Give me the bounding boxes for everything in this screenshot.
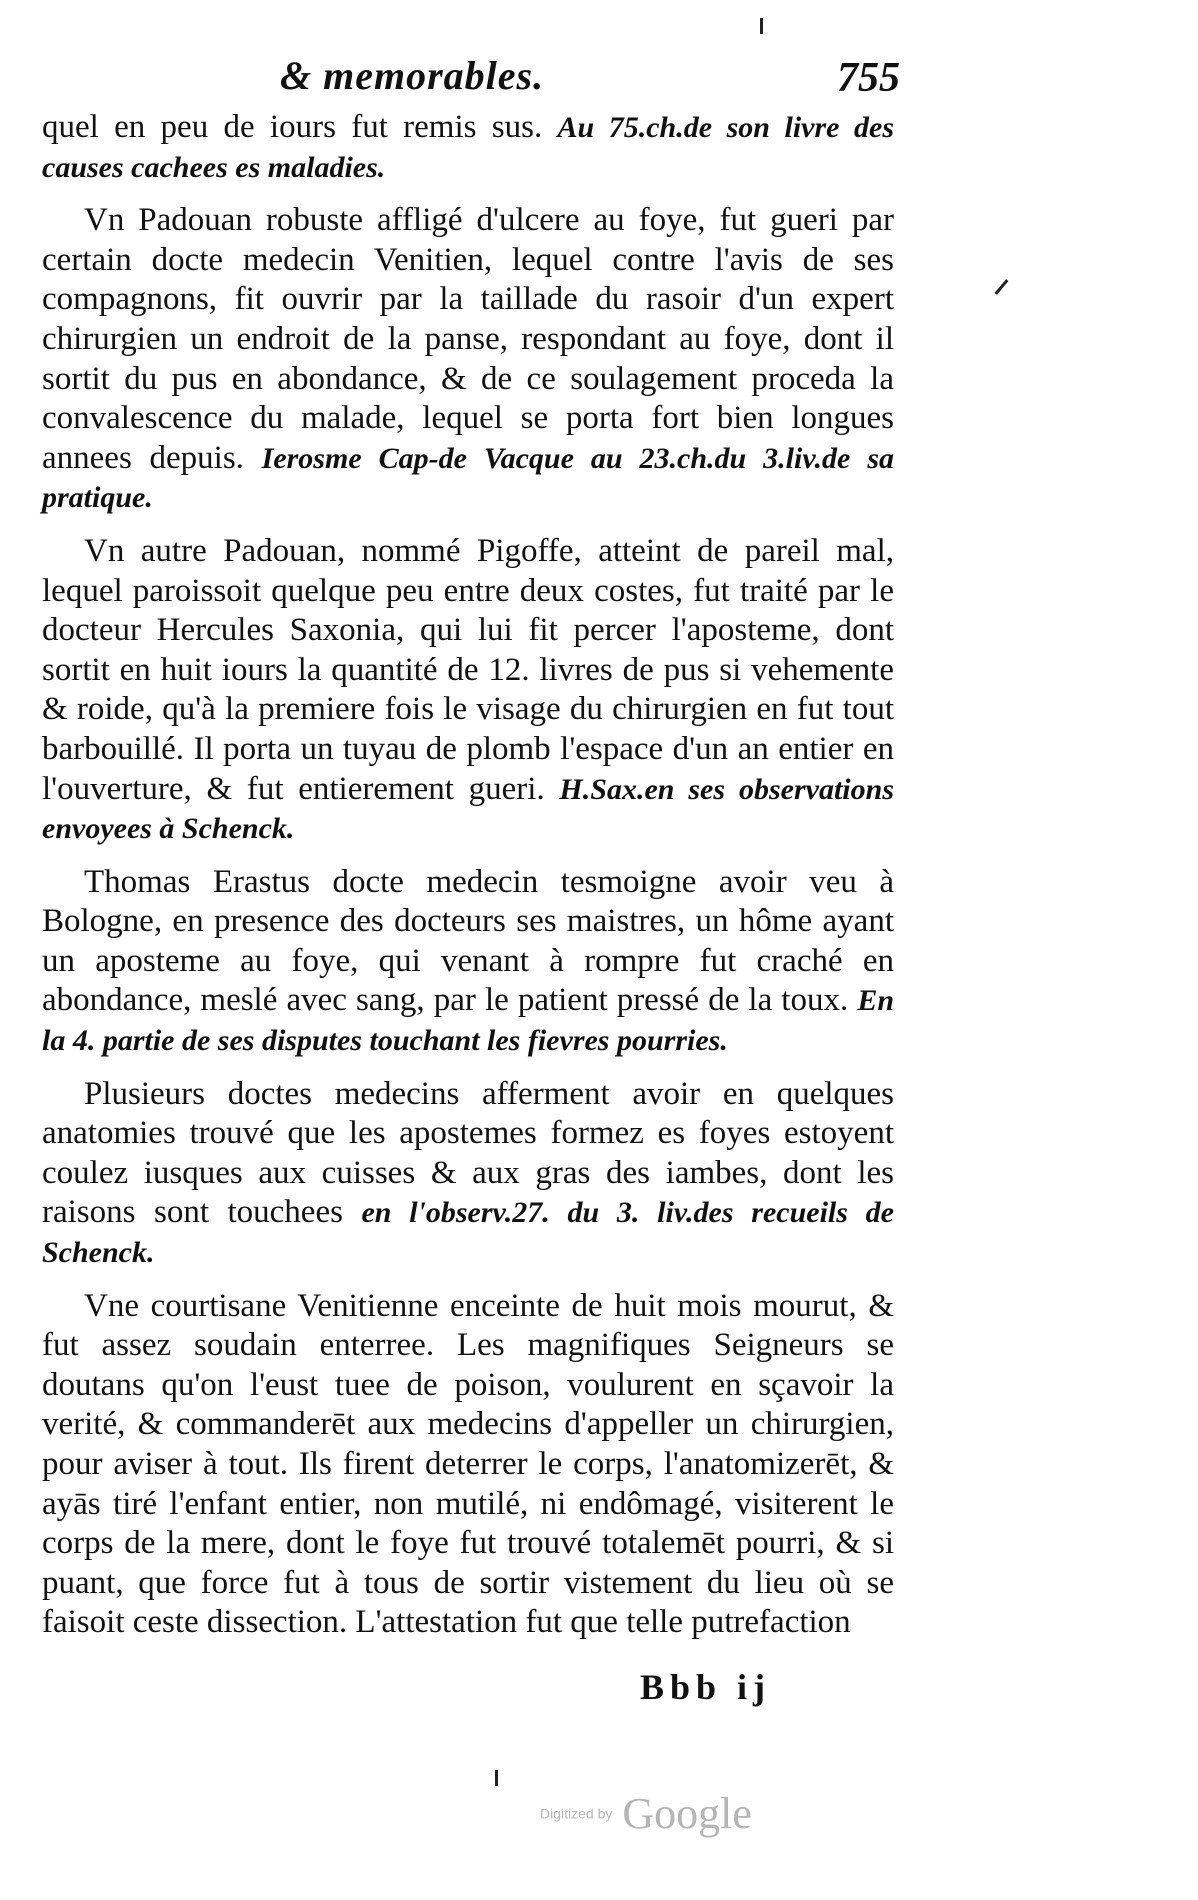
paragraph-citation: H.Sax.en ses observations envoyees à Schenck. bbox=[42, 772, 895, 846]
signature-mark: Bbb ij bbox=[640, 1667, 772, 1707]
digitized-prefix: Digitized by bbox=[540, 1805, 613, 1822]
google-logo: Google bbox=[622, 1789, 752, 1838]
paragraph-text: Vn autre Padouan, nommé Pigoffe, atteint de pareil mal, lequel paroissoit quelque peu entre deux costes, fut traité par le docteur Hercules Saxonia, qui lui fit percer l'aposteme, dont sortit en huit iours la quantité de 12. livres de pus si vehemente & roide, qu'à la premiere fois le visage du chirurgien en fut tout barbouillé. Il porta un tuyau de plomb l'espace d'un an entier en l'ouverture, & fut entierement gueri. bbox=[42, 532, 894, 807]
paragraph bbox=[42, 201, 894, 518]
paragraph bbox=[42, 532, 894, 849]
edge-mark bbox=[760, 18, 763, 34]
paragraph-text: quel en peu de iours fut remis sus. bbox=[42, 109, 543, 145]
paragraph-citation: Ierosme Cap-de Vacque au 23.ch.du 3.liv.de sa pratique. bbox=[42, 441, 894, 515]
running-title: & memorables. bbox=[280, 53, 545, 98]
page-header bbox=[280, 52, 900, 112]
paragraph bbox=[42, 1075, 894, 1273]
digitized-watermark bbox=[540, 1788, 752, 1838]
paragraph-citation: Au 75.ch.de son livre des causes cachees es maladies. bbox=[42, 111, 894, 184]
paragraph-text: Plusieurs doctes medecins afferment avoir en quelques anatomies trouvé que les apostemes formez es foyes estoyent coulez iusques aux cuisses & aux gras des iambes, dont les raisons sont touchees bbox=[42, 1075, 894, 1231]
paragraph-citation: en l'observ.27. du 3. liv.des recueils de Schenck. bbox=[42, 1196, 894, 1270]
paragraph bbox=[42, 108, 894, 187]
paragraph bbox=[42, 863, 894, 1061]
edge-mark bbox=[495, 1770, 498, 1786]
paragraph-text: Vne courtisane Venitienne enceinte de huit mois mourut, & fut assez soudain enterree. Les magnifiques Seigneurs se doutans qu'on l'eust tuee de poison, voulurent en sçavoir la verité, & commanderēt aux medecins d'appeller un chirurgien, pour aviser à tout. Ils firent deterrer le corps, l'anatomizerēt, & ayās tiré l'enfant entier, non mutilé, ni endômagé, visiterent le corps de la mere, dont le foye fut trouvé totalemēt pourri, & si puant, que force fut à tous de sortir vistement du lieu où se faisoit ceste dissection. L'attestation fut que telle putrefaction bbox=[42, 1287, 894, 1641]
paragraph bbox=[42, 1287, 894, 1643]
paragraph-text: Vn Padouan robuste affligé d'ulcere au foye, fut gueri par certain docte medecin Venitien, lequel contre l'avis de ses compagnons, fit ouvrir par la taillade du rasoir d'un expert chirurgien un endroit de la panse, respondant au foye, dont il sortit du pus en abondance, & de ce soulagement proceda la convalescence du malade, lequel se porta fort bien longues annees depuis. bbox=[42, 202, 894, 476]
paragraph-text: Thomas Erastus docte medecin tesmoigne avoir veu à Bologne, en presence des docteurs ses maistres, un hôme ayant un aposteme au foye, qui venant à rompre fut craché en abondance, meslé avec sang, par le patient pressé de la toux. bbox=[42, 863, 894, 1019]
body-text bbox=[42, 108, 894, 1657]
page-number: 755 bbox=[837, 55, 900, 101]
paragraph-citation: En la 4. partie de ses disputes touchant les fievres pourries. bbox=[42, 984, 895, 1058]
edge-mark bbox=[995, 279, 1009, 295]
